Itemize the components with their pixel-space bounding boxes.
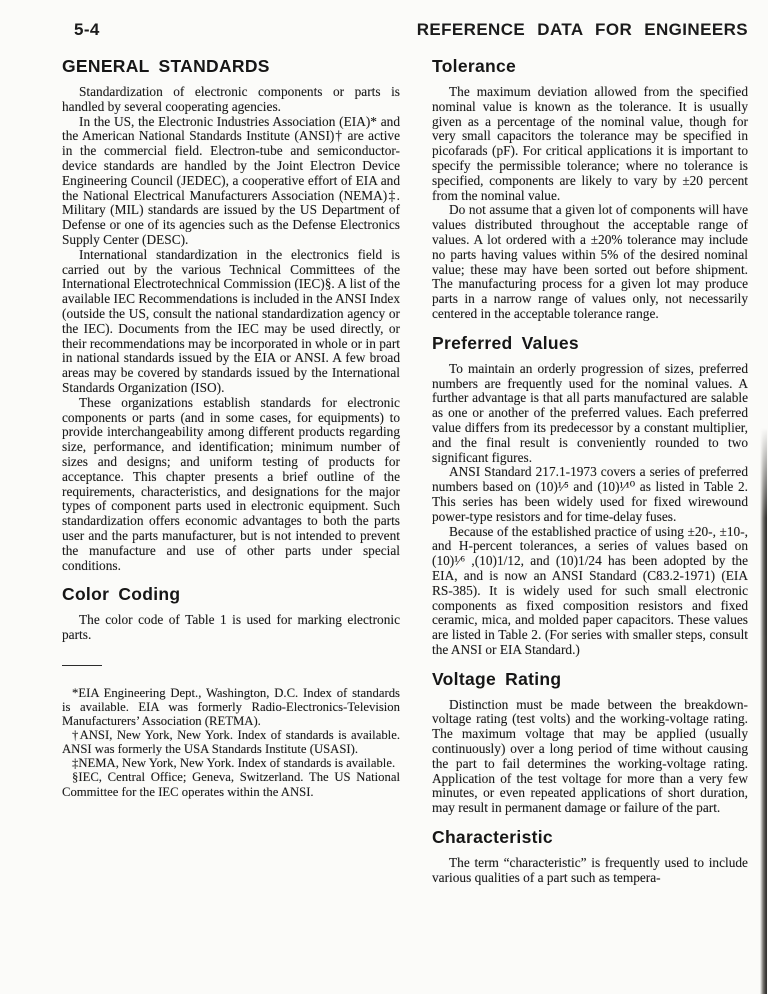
footnote: †ANSI, New York, New York. Index of standards is available. ANSI was formerly the USA Standards Institute (USASI). <box>62 728 400 757</box>
paragraph: Do not assume that a given lot of components will have values distributed throughout the acceptable range of values. A lot ordered with a ±20% tolerance may include no parts having values within 5% of the desired nominal value; these may have been sorted out before shipment. The manufacturing process for a given lot may produce parts in a narrow range of values only, not necessarily centered in the acceptable tolerance range. <box>432 202 748 321</box>
paragraph: ANSI Standard 217.1-1973 covers a series of preferred numbers based on (10)¹⁄⁵ and (10)¹⁄¹⁰ as listed in Table 2. This series has been widely used for fixed wirewound power-type resistors and for time-delay fuses. <box>432 464 748 524</box>
paragraph: Because of the established practice of using ±20-, ±10-, and H-percent tolerances, a series of values based on (10)¹⁄⁶ ,(10)1/12, and (10)1/24 has been adopted by the EIA, and is now an ANSI Standard (C83.2-1971) (EIA RS-385). It is widely used for such small electronic components as fixed composition resistors and fixed ceramic, mica, and molded paper capacitors. These values are listed in Table 2. (For series with smaller steps, consult the ANSI or EIA Standard.) <box>432 523 748 657</box>
running-title: REFERENCE DATA FOR ENGINEERS <box>416 20 748 39</box>
heading-characteristic: Characteristic <box>432 827 553 848</box>
right-column <box>432 56 748 886</box>
two-column-layout <box>62 56 748 886</box>
footnote-block <box>62 665 400 799</box>
footnote: ‡NEMA, New York, New York. Index of standards is available. <box>72 756 396 771</box>
heading-preferred-values: Preferred Values <box>432 332 579 353</box>
heading-voltage-rating: Voltage Rating <box>432 668 562 689</box>
page-number: 5-4 <box>74 20 100 39</box>
left-column <box>62 56 400 886</box>
page-header <box>62 20 748 40</box>
heading-general-standards: GENERAL STANDARDS <box>62 56 270 76</box>
paragraph: The term “characteristic” is frequently used to include various qualities of a part such as tempera- <box>432 855 748 885</box>
paragraph: In the US, the Electronic Industries Association (EIA)* and the American National Standards Institute (ANSI)† are active in the commercial field. Electron-tube and semiconductor-device standards are handled by the Joint Electron Device Engineering Council (JEDEC), a cooperative effort of EIA and the National Electrical Manufacturers Association (NEMA)‡. Military (MIL) standards are issued by the US Department of Defense or one of its agencies such as the Defense Electronics Supply Center (DESC). <box>62 113 400 247</box>
footnote: §IEC, Central Office; Geneva, Switzerland. The US National Committee for the IEC operates within the ANSI. <box>62 770 400 799</box>
heading-tolerance: Tolerance <box>432 56 517 76</box>
footnote-divider <box>62 665 102 666</box>
paragraph: International standardization in the electronics field is carried out by the various Technical Committees of the International Electrotechnical Commission (IEC)§. A list of the available IEC Recommendations is included in the ANSI Index (outside the US, consult the national standardization agency or the IEC). Documents from the IEC may be used directly, or their recommendations may be incorporated in whole or in part in national standards issued by the EIA or ANSI. A few broad areas may be covered by standards issued by the International Standards Organization (ISO). <box>62 246 400 395</box>
paragraph: To maintain an orderly progression of sizes, preferred numbers are frequently used for the nominal values. A further advantage is that all parts manufactured are salable as one or another of the preferred values. Each preferred value differs from its predecessor by a constant multiplier, and the final result is conveniently rounded to two significant figures. <box>432 360 748 465</box>
paragraph: These organizations establish standards for electronic components or parts (and in some cases, for equipments) to provide interchangeability among different products regarding size, performance, and identification; minimum number of sizes and designs; and uniform testing of products for acceptance. This chapter presents a brief outline of the requirements, characteristics, and designations for the major types of component parts used in electronic equipment. Such standardization offers economic advantages to both the parts user and the parts manufacturer, but is not intended to prevent the manufacture and use of other parts under special conditions. <box>62 394 400 573</box>
paragraph: The maximum deviation allowed from the specified nominal value is known as the tolerance. It is usually given as a percentage of the nominal value, though for very small capacitors the tolerance may be specified in picofarads (pF). For critical applications it is important to specify the permissible tolerance; where no tolerance is specified, components are likely to vary by ±20 percent from the nominal value. <box>432 84 748 203</box>
paragraph: The color code of Table 1 is used for marking electronic parts. <box>62 612 400 643</box>
paragraph: Distinction must be made between the breakdown-voltage rating (test volts) and the working-voltage rating. The maximum voltage that may be applied (usually continuously) over a long period of time without causing the part to fail determines the working-voltage rating. Application of the test voltage for more than a very few minutes, or even repeated applications of short duration, may result in permanent damage or failure of the part. <box>432 696 748 816</box>
heading-color-coding: Color Coding <box>62 584 181 605</box>
paragraph: Standardization of electronic components or parts is handled by several cooperating agencies. <box>62 84 400 114</box>
footnote: *EIA Engineering Dept., Washington, D.C. Index of standards is available. EIA was formerly Radio-Electronics-Television Manufacturers’ Association (RETMA). <box>62 685 400 729</box>
scan-edge-artifact <box>760 428 767 994</box>
